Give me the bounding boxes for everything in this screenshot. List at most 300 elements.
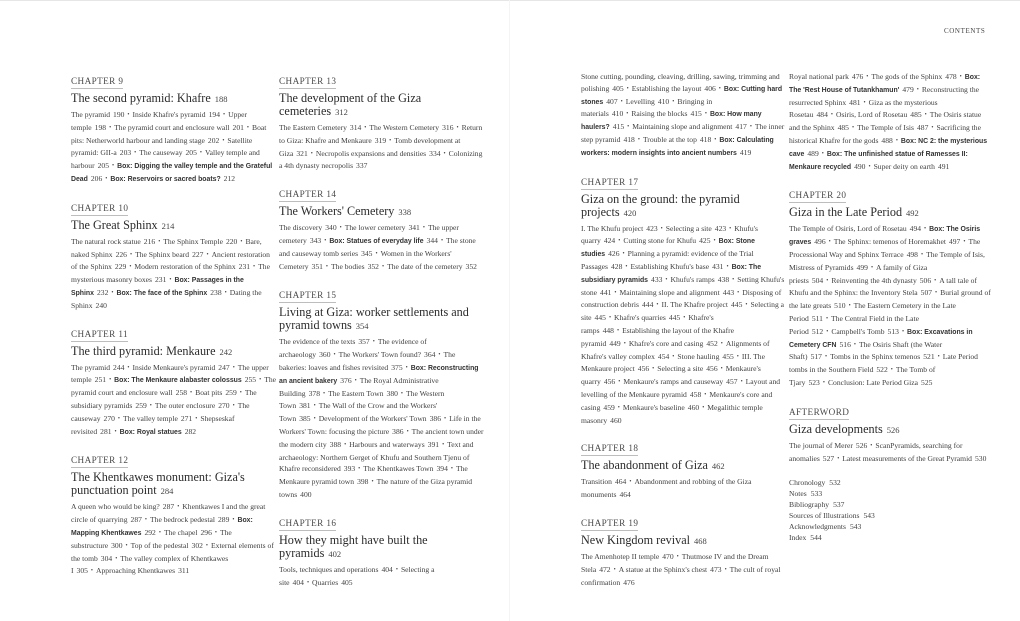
entry-page-number: 305 [76,566,88,576]
entry-title[interactable]: Establishing the layout of the Khafre pyramid [581,325,735,348]
box-entry-title[interactable]: Box: The 'Rest House of Tutankhamun' [789,74,981,94]
entry-page-number: 485 [837,123,849,133]
chapter-title [279,534,484,561]
bullet-separator: • [724,566,727,573]
entry-title[interactable]: The Temple of Isis, Mistress of Pyramids [789,249,985,272]
entry-title[interactable]: Upper temple [71,110,248,132]
entry-title[interactable]: Selecting a site [665,223,712,233]
chapter-title-text: Giza developments [789,421,883,436]
bullet-separator: • [920,251,924,258]
bullet-separator: • [158,529,161,536]
column-1 [71,71,276,590]
entry-title[interactable]: Sacrificing the historical Khafre for the gods [789,123,981,145]
entry-page-number: 423 [646,223,658,233]
entry-page-number: 530 [974,453,987,463]
chapter-page-number: 420 [623,207,637,218]
bullet-separator: • [704,111,707,118]
entry-title[interactable]: Raising the blocks [631,109,688,119]
bullet-separator: • [620,98,623,105]
entry-page-number: 334 [429,148,441,158]
entry-title[interactable]: I. The Khufu project [581,223,644,233]
entry-title[interactable]: The Menkaure pyramid town [279,464,468,487]
entry-title[interactable]: Osiris, Lord of Rosetau [835,110,908,120]
entry-title[interactable]: Alignments of Khafre's valley complex [581,338,770,361]
entry-page-number: 476 [851,72,864,81]
entry-title[interactable]: Reconstructing the resurrected Sphinx [789,84,979,107]
entry-title[interactable]: Tombs in the Sphinx temenos [830,352,921,362]
entry-page-number: 510 [834,301,846,311]
chapter-title [71,471,276,498]
entry-title[interactable]: Khafre's core and casing [628,338,704,348]
bullet-separator: • [740,379,743,386]
bullet-separator: • [389,137,392,144]
entry-page-number: 304 [100,553,113,563]
box-entry-title[interactable]: Box: NC 2: the mysterious cave [789,137,988,158]
bullet-separator: • [222,137,225,144]
entry-page-number: 448 [602,325,614,335]
bullet-separator: • [259,377,262,384]
entry-page-number: 259 [225,388,237,398]
bullet-separator: • [629,479,632,486]
column-3 [581,71,786,600]
entry-title[interactable]: Quarries [312,577,339,587]
chapter-label: CHAPTER 14 [279,189,336,202]
entry-title[interactable]: The discovery [279,223,323,233]
entry-page-number: 229 [114,262,127,272]
entry-title[interactable]: Ancient restoration of the Sphinx [71,249,270,272]
bullet-separator: • [737,289,740,296]
box-entry-title[interactable]: Box: The face of the Sphinx [116,289,208,297]
entry-page-number: 490 [854,161,866,171]
entry-title[interactable]: External elements of the tomb [71,540,274,563]
bullet-separator: • [935,290,938,297]
entry-page-number: 433 [651,274,663,284]
entry-page-number: 406 [704,83,716,93]
bullet-separator: • [672,98,675,105]
entry-title[interactable]: Establishing Khufu's base [630,261,710,271]
entry-title[interactable]: The pyramid [71,362,111,372]
backmatter-item[interactable] [789,488,994,499]
box-entry-title[interactable]: Box: Passages in the Sphinx [71,277,244,297]
entry-title[interactable]: The journal of Merer [789,440,853,450]
entry-title[interactable]: Bare, naked Sphinx [71,236,262,259]
entry-page-number: 394 [436,464,448,474]
chapter-title-text: The Khentkawes monument: Giza's punctuation point [71,470,245,498]
entry-title[interactable]: III. The Menkaure project [581,351,765,374]
entry-title[interactable]: Latest measurements of the Great Pyramid [842,453,972,463]
entry-title[interactable]: The Eastern Cemetery in the Late Period [789,301,956,323]
entry-page-number: 271 [180,413,193,423]
backmatter-item[interactable] [789,477,994,488]
entry-page-number: 470 [662,551,674,561]
entry-title[interactable]: The Sphinx: temenos of Horemakhet [833,237,946,247]
entry-title[interactable]: The Central Field in the Late Period [789,313,919,336]
entry-title[interactable]: The cult of royal confirmation [581,564,781,587]
entry-title[interactable]: The substructure [71,527,232,550]
entry-title[interactable]: Modern restoration of the Sphinx [134,262,236,272]
entry-title[interactable]: Tomb development at Giza [279,135,461,158]
entry-title[interactable]: Cutting stone for Khufu [623,236,697,246]
entry-title[interactable]: Reinventing the 4th dynasty [831,275,917,285]
box-entry-title[interactable]: Box: The unfinished statue of Ramesses II: Menkaure recycled [789,150,968,171]
box-entry-title[interactable]: Box: Calculating workers: modern insights into ancient numbers [581,136,774,157]
entry-title[interactable]: Establishing the layout [631,83,702,93]
entry-page-number: 316 [442,123,454,132]
entry-title[interactable]: Super deity on earth [873,161,935,171]
entry-title[interactable]: The inner step pyramid [581,122,785,144]
entry-page-number: 352 [367,261,379,271]
entry-title[interactable]: Khufu's ramps [670,274,715,284]
entry-title[interactable]: The valley complex of Khentkawes I [71,553,229,576]
chapter-18 [581,438,786,501]
entry-title[interactable]: The Western Cemetery [369,123,440,132]
entry-title[interactable]: Stone hauling [677,351,720,361]
entry-title[interactable]: Trouble at the top [642,134,697,144]
bullet-separator: • [405,364,408,371]
entry-page-number: 496 [814,237,826,247]
column-2 [279,71,484,601]
entry-title[interactable]: Burial ground of the late greats [789,288,991,311]
backmatter-item[interactable] [789,532,994,543]
entry-title[interactable]: Khafre's ramps [581,313,714,335]
bullet-separator: • [870,442,873,449]
bullet-separator: • [199,150,202,157]
entry-title[interactable]: The Temple of Isis [857,123,914,133]
entry-title[interactable]: Layout and levelling of the Menkaure pyramid [581,377,781,399]
entry-title[interactable]: Selecting a site [279,564,435,587]
entry-title[interactable]: Dating the Sphinx [71,287,262,310]
bullet-separator: • [617,404,620,411]
entry-page-number: 485 [910,110,922,120]
backmatter-page-number: 533 [810,489,823,499]
box-entry-title[interactable]: Box: Excavations in Cemetery CFN [789,328,973,349]
entry-title[interactable]: Thutmose IV and the Dream Stela [581,551,769,574]
entry-title[interactable]: The chapel [163,527,198,537]
entry-page-number: 456 [637,364,650,374]
entry-title[interactable]: The Khentkawes Town [363,464,434,474]
box-entry-title[interactable]: Box: Statues of everyday life [329,237,424,245]
entry-page-number: 205 [97,161,110,171]
entry-page-number: 445 [668,313,681,323]
backmatter-item[interactable] [789,499,994,510]
entry-page-number: 438 [717,274,730,284]
entry-title[interactable]: The Amenhotep II temple [581,551,660,561]
backmatter-page-number: 537 [833,500,845,510]
entry-title[interactable]: Planning a pyramid: evidence of the Trial Passages [581,249,754,271]
entry-title[interactable]: Maintaining slope and alignment [632,122,733,132]
entry-title[interactable]: Menkaure's core and casing [581,389,773,412]
entry-title[interactable]: The Osiris Shaft (the Water Shaft) [789,339,943,362]
bullet-separator: • [672,353,675,360]
entry-page-number: 464 [614,477,627,487]
entry-title[interactable]: Setting Khufu's stone [581,274,785,297]
entry-page-number: 415 [690,109,702,119]
entry-title[interactable]: A statue at the Sphinx's chest [618,564,708,574]
entry-title[interactable]: Top of the pedestal [130,540,189,550]
entry-title[interactable]: Transition [581,477,612,487]
entry-title[interactable]: Shepseskaf revisited [71,413,235,436]
backmatter-item[interactable] [789,510,994,521]
entry-title[interactable]: Stone cutting, pounding, cleaving, drilling, sawing, trimming and polishing [581,72,780,93]
entry-title[interactable]: II. The Khafre project [661,300,728,310]
entry-page-number: 410 [657,96,670,106]
entry-title[interactable]: The bodies [331,261,365,271]
afterword [789,402,994,466]
entry-title[interactable]: The gods of the Sphinx [871,72,943,81]
entry-title[interactable]: Selecting a site [657,364,704,374]
entry-title[interactable]: Tools, techniques and operations [279,564,379,574]
entry-title[interactable]: The date of the cemetery [387,261,463,271]
backmatter-page-number: 543 [849,522,862,532]
entry-title[interactable]: The Eastern Town [328,388,384,398]
bullet-separator: • [608,315,612,322]
chapter-entries [279,222,484,273]
entry-title[interactable]: Valley temple and harbour [71,148,260,171]
entry-title[interactable]: The evidence of the texts [279,337,356,347]
entry-title[interactable]: Disposing of construction debris [581,287,782,310]
entry-page-number: 473 [710,564,722,574]
entry-title[interactable]: Conclusion: Late Period Giza [827,377,919,387]
entry-title[interactable]: Text and archaeology: Northern Gerget of Khufu and Southern Tjenu of Khafre reconsidered [279,439,474,474]
entry-page-number: 506 [919,275,932,285]
entry-title[interactable]: The outer enclosure [154,400,216,410]
entry-title[interactable]: The upper temple [71,362,269,385]
chapter-label: CHAPTER 20 [789,190,846,203]
entry-title[interactable]: Royal national park [789,72,849,81]
chapter-entries [71,236,276,312]
entry-title[interactable]: Khentkawes I and the great circle of quarrying [71,502,266,525]
bullet-separator: • [837,455,840,462]
entry-title[interactable]: Life in the Workers' Town: focusing the picture [279,414,481,436]
chapter-title [279,92,484,119]
bullet-separator: • [422,225,425,232]
entry-title[interactable]: Menkaure's ramps and causeway [623,377,724,387]
entry-title[interactable]: The Wall of the Crow and the Workers' Town [279,401,438,424]
bullet-separator: • [745,302,748,309]
box-entry-title[interactable]: Box: The Menkaure alabaster colossus [114,377,242,385]
entry-title[interactable]: Selecting a site [581,300,785,323]
entry-title[interactable]: The upper cemetery [279,223,459,245]
entry-page-number: 460 [610,415,622,425]
bullet-separator: • [306,579,310,586]
bullet-separator: • [195,415,198,422]
entry-page-number: 443 [722,287,735,297]
bullet-separator: • [822,379,825,386]
entry-page-number: 405 [341,577,353,587]
entry-title[interactable]: The Sphinx Temple [163,236,223,246]
entry-title[interactable]: Development of the Workers' Town [318,414,427,424]
entry-title[interactable]: Maintaining slope and alignment [619,287,720,297]
chapter-title-text: The second pyramid: Khafre [71,91,211,105]
entry-title[interactable]: The evidence of archaeology [279,337,427,360]
bullet-separator: • [109,377,112,384]
entry-title[interactable]: The Workers' Town found? [338,350,422,360]
bullet-separator: • [450,466,453,473]
entry-title[interactable]: Inside Khafre's pyramid [132,110,206,119]
bullet-separator: • [825,315,829,322]
entry-page-number: 521 [923,352,935,362]
entry-title[interactable]: The mysterious masonry boxes [71,262,270,285]
entry-title[interactable]: ScanPyramids, searching for anomalies [789,440,963,463]
entry-title[interactable]: Menkaure's baseline [622,402,685,412]
chapter-entries [279,564,484,590]
box-entry-title[interactable]: Box: Digging the valley temple and the Grateful Dead [71,163,273,183]
entry-title[interactable]: The Temple of Osiris, Lord of Rosetau [789,224,907,234]
entry-page-number: 511 [811,313,823,323]
entry-title[interactable]: The ancient town under the modern city [279,426,484,449]
entry-page-number: 456 [706,364,718,374]
entry-title[interactable]: Approaching Khentkawes [96,566,176,576]
entry-page-number: 478 [945,72,957,81]
entry-title[interactable]: The Eastern Cemetery [279,123,347,132]
entry-title[interactable]: Colonizing a 4th dynasty necropolis [279,148,483,171]
entry-page-number: 494 [909,224,922,234]
chapter-entries [789,223,994,389]
entry-page-number: 281 [100,426,112,436]
entry-page-number: 340 [325,223,337,233]
entry-title[interactable]: Late Period tombs in the Southern Field [789,352,978,375]
chapter-title [71,92,276,106]
entry-title[interactable]: Khufu's quarry [581,223,758,246]
bullet-separator: • [934,277,937,284]
entry-page-number: 424 [603,236,616,246]
entry-title[interactable]: The bakeries: loaves and fishes revisited [279,350,456,372]
entry-page-number: 428 [611,261,623,271]
bullet-separator: • [702,404,705,411]
entry-title[interactable]: Giza as the mysterious Rosetau [789,97,938,120]
box-entry-title[interactable]: Box: Mapping Khentkawes [71,517,253,537]
entry-page-number: 489 [807,148,819,158]
entry-title[interactable]: The lower cemetery [344,223,406,233]
entry-title[interactable]: Boat pits [195,388,223,398]
chapter-title [581,193,786,220]
entry-page-number: 311 [178,566,190,576]
chapter-entries [581,476,786,501]
entry-page-number: 357 [358,337,370,347]
bullet-separator: • [626,111,629,118]
bullet-separator: • [749,124,752,131]
bullet-separator: • [222,112,226,118]
box-entry-title[interactable]: Box: Stone studies [581,238,755,259]
entry-title[interactable]: Women in the Workers' Cemetery [279,248,452,271]
entry-title[interactable]: The pyramid court and enclosure wall [71,375,277,398]
entry-page-number: 386 [392,426,404,436]
box-entry-title[interactable]: Box: Reservoirs or sacred boats? [110,175,221,183]
entry-title[interactable]: Khafre's quarries [614,313,666,323]
entry-page-number: 231 [155,275,167,285]
entry-page-number: 415 [612,122,625,132]
entry-page-number: 423 [714,223,727,233]
box-entry-title[interactable]: Box: Cutting hard stones [581,85,783,106]
chapter-16-continued [581,71,786,160]
entry-page-number: 244 [113,362,125,372]
chapter-title [279,306,484,333]
entry-title[interactable]: The Processional Way and Sphinx Terrace [789,237,981,259]
entry-page-number: 517 [810,352,822,362]
entry-title[interactable]: The subsidiary pyramids [71,388,257,410]
box-entry-title[interactable]: Box: How many haulers? [581,111,762,132]
entry-title[interactable]: Megalithic temple masonry [581,402,763,425]
chapter-13 [279,71,484,172]
chapter-entries [279,336,484,500]
entry-title[interactable]: A queen who would be king? [71,502,160,512]
entry-title[interactable]: The Osiris statue and the Sphinx [789,110,982,133]
entry-title[interactable]: The pyramid court and enclosure wall [114,122,230,132]
entry-title[interactable]: The bedrock pedestal [150,515,215,525]
entry-page-number: 220 [225,236,238,246]
entry-title[interactable]: The valley temple [123,413,178,423]
entry-page-number: 190 [113,110,125,119]
box-entry-title[interactable]: Box: Royal statues [119,428,182,436]
entry-title[interactable]: Harbours and waterways [349,439,425,449]
entry-title[interactable]: Satellite pyramid: GII-a [71,135,253,158]
entry-title[interactable]: Menkaure's quarry [581,364,761,387]
entry-title[interactable]: The Tomb of Tjary [789,365,936,387]
bullet-separator: • [115,555,118,562]
entry-page-number: 238 [210,287,222,297]
entry-title[interactable]: A tall tale of Khufu and the Sphinx: the Inventory Stela [789,275,977,298]
entry-title[interactable]: Boat pits: Netherworld harbour and landing stage [71,122,267,145]
box-entry-title[interactable]: Box: The subsidiary pyramids [581,263,762,284]
bullet-separator: • [246,124,250,131]
entry-title[interactable]: Return to Giza: Khafre and Menkaure [279,123,483,145]
entry-title[interactable]: The causeway [139,148,183,158]
entry-title[interactable]: A family of Giza priests [789,262,928,285]
chapter-17 [581,172,786,427]
entry-page-number: 419 [739,147,752,157]
chapter-title-text: Living at Giza: worker settlements and pyramid towns [279,305,469,333]
backmatter-item[interactable] [789,521,994,532]
bullet-separator: • [614,289,617,296]
entry-title[interactable]: The nature of the Giza pyramid towns [279,477,473,499]
bullet-separator: • [627,124,630,131]
entry-title[interactable]: Bringing in materials [581,96,713,119]
chapter-19 [581,513,786,588]
bullet-separator: • [866,74,869,80]
entry-title[interactable]: The Sphinx beard [135,249,190,259]
entry-title[interactable]: Necropolis expansions and densities [315,148,427,158]
entry-title[interactable]: The pyramid [71,110,111,119]
chapter-label: CHAPTER 11 [71,329,128,342]
bullet-separator: • [364,125,367,131]
bullet-separator: • [90,568,94,575]
backmatter-label: Chronology [789,478,826,488]
chapter-title-text: Giza on the ground: the pyramid projects [581,191,740,219]
box-entry-title[interactable]: Box: The Osiris graves [789,226,981,247]
entry-page-number: 417 [735,122,747,132]
entry-page-number: 341 [408,223,420,233]
entry-title[interactable]: Levelling [625,96,655,106]
chapter-title [789,423,994,437]
entry-title[interactable]: Abandonment and robbing of the Giza monuments [581,477,752,500]
bullet-separator: • [830,112,833,119]
entry-page-number: 410 [611,109,624,119]
bullet-separator: • [442,441,445,448]
entry-title[interactable]: The natural rock statue [71,236,141,246]
entry-title[interactable]: Inside Menkaure's pyramid [132,362,216,372]
entry-title[interactable]: The Western Town [279,388,445,411]
entry-page-number: 454 [657,351,670,361]
entry-title[interactable]: Campbell's Tomb [831,326,885,336]
entry-title[interactable]: The Royal Administrative Building [279,375,439,398]
entry-title[interactable]: The causeway [71,400,250,423]
entry-title[interactable]: The stone and causeway tomb series [279,235,476,258]
bullet-separator: • [129,264,132,271]
chapter-11 [71,324,276,439]
box-entry-title[interactable]: Box: Reconstructing an ancient bakery [279,364,479,385]
bullet-separator: • [114,428,117,435]
entry-page-number: 201 [232,122,244,132]
